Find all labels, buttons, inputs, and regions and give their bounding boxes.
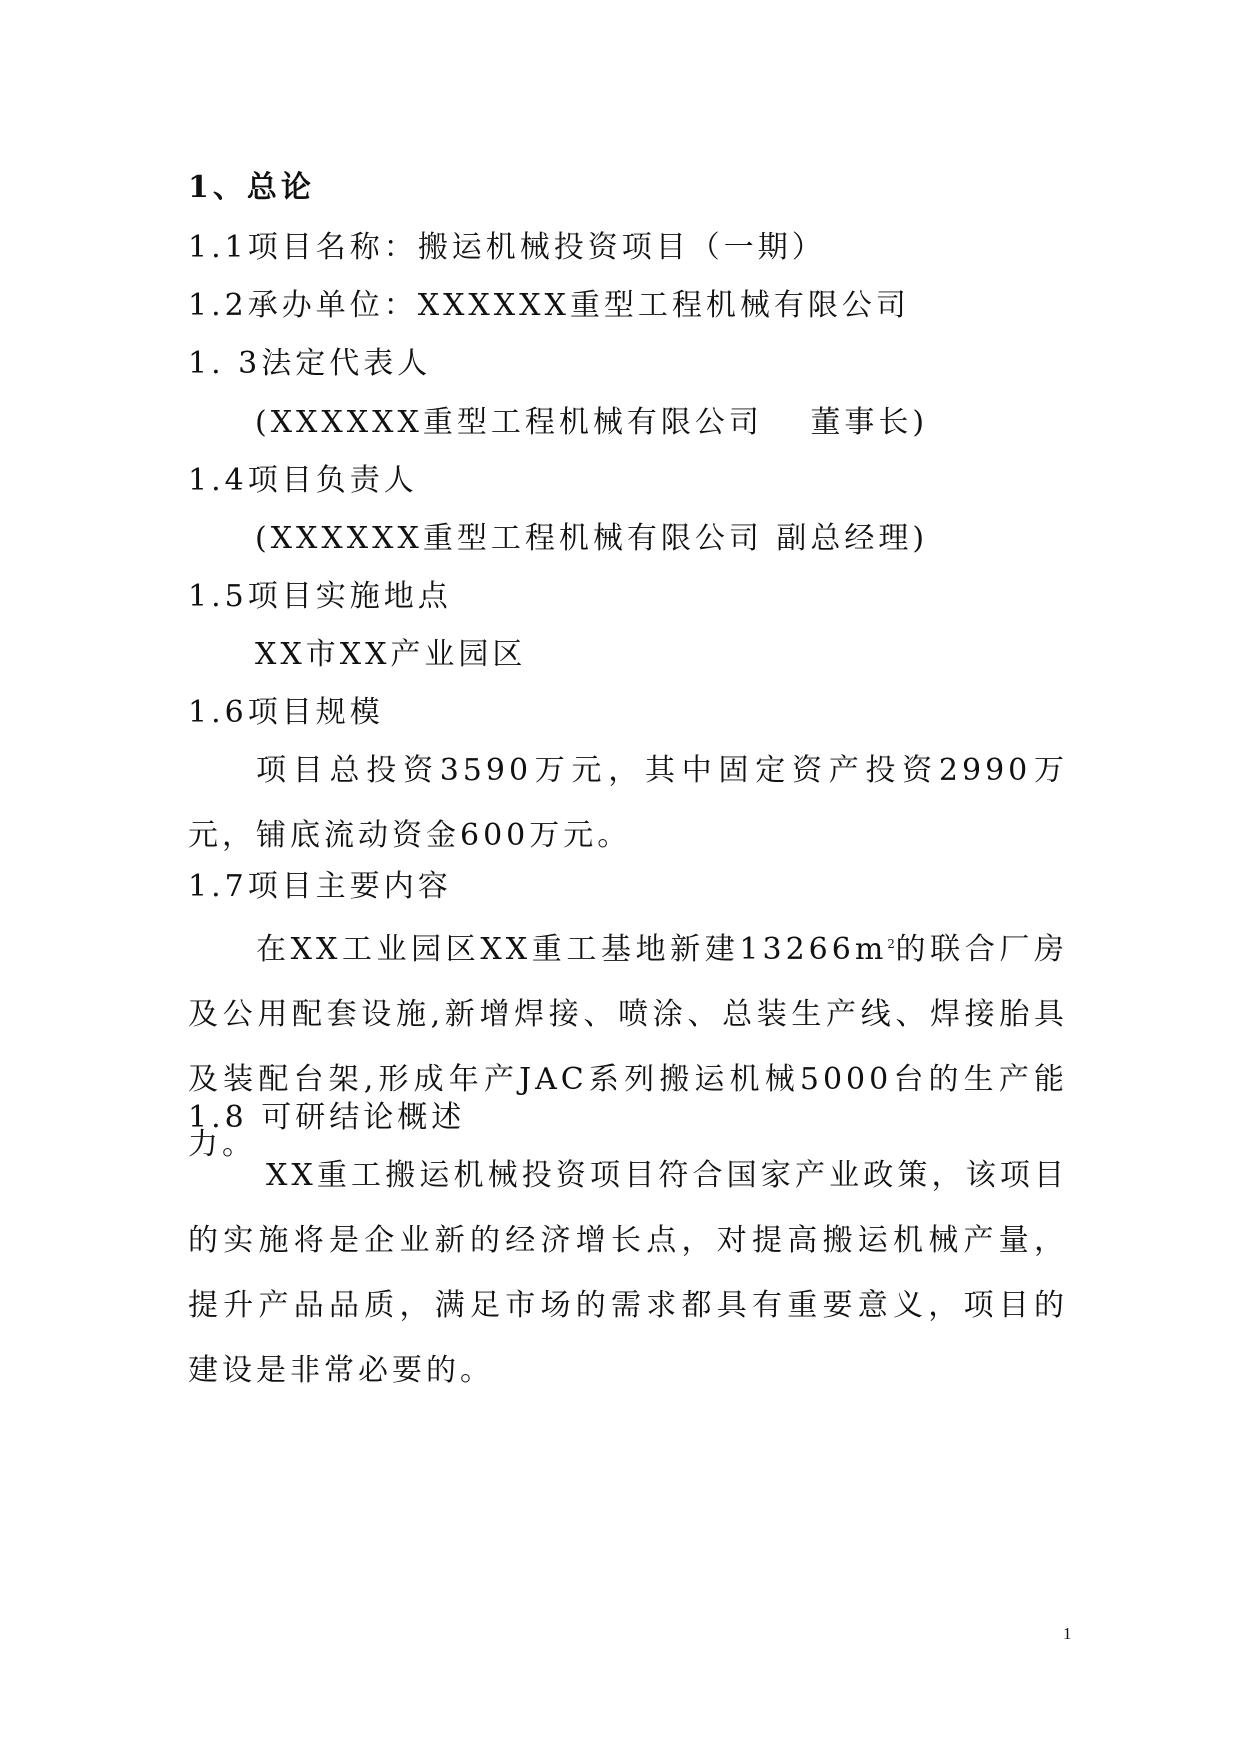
legal-rep-detail: (XXXXXX重型工程机械有限公司 董事长) [255,405,929,440]
legal-rep-line: 1. 3法定代表人 [188,346,432,381]
project-name-line: 1.1项目名称：搬运机械投资项目（一期） [188,230,826,265]
square-meter-superscript: 2 [887,937,895,951]
scale-line: 1.6项目规模 [188,695,384,730]
location-line: 1.5项目实施地点 [188,579,452,614]
content-paragraph-pre: 在XX工业园区XX重工基地新建13266m [256,932,888,967]
content-line: 1.7项目主要内容 [188,869,452,904]
project-leader-line: 1.4项目负责人 [188,463,418,498]
scale-paragraph: 项目总投资3590万元，其中固定资产投资2990万元，铺底流动资金600万元。 [188,753,1068,853]
organizer-line: 1.2承办单位：XXXXXX重型工程机械有限公司 [188,288,910,323]
section-heading: 1、总论 [188,170,315,205]
project-leader-detail: (XXXXXX重型工程机械有限公司 副总经理) [255,521,929,556]
conclusion-paragraph: XX重工搬运机械投资项目符合国家产业政策，该项目的实施将是企业新的经济增长点，对提高搬运机械产量，提升产品品质，满足市场的需求都具有重要意义，项目的建设是非常必要的。 [188,1158,1068,1388]
page-number: 1 [1063,1624,1072,1643]
location-detail: XX市XX产业园区 [255,637,527,672]
conclusion-line: 1.8 可研结论概述 [188,1100,466,1135]
content-paragraph-post: 的联合厂房及公用配套设施,新增焊接、喷涂、总装生产线、焊接胎具及装配台架,形成年产JAC系列搬运机械5000台的生产能力。 [188,932,1069,1162]
